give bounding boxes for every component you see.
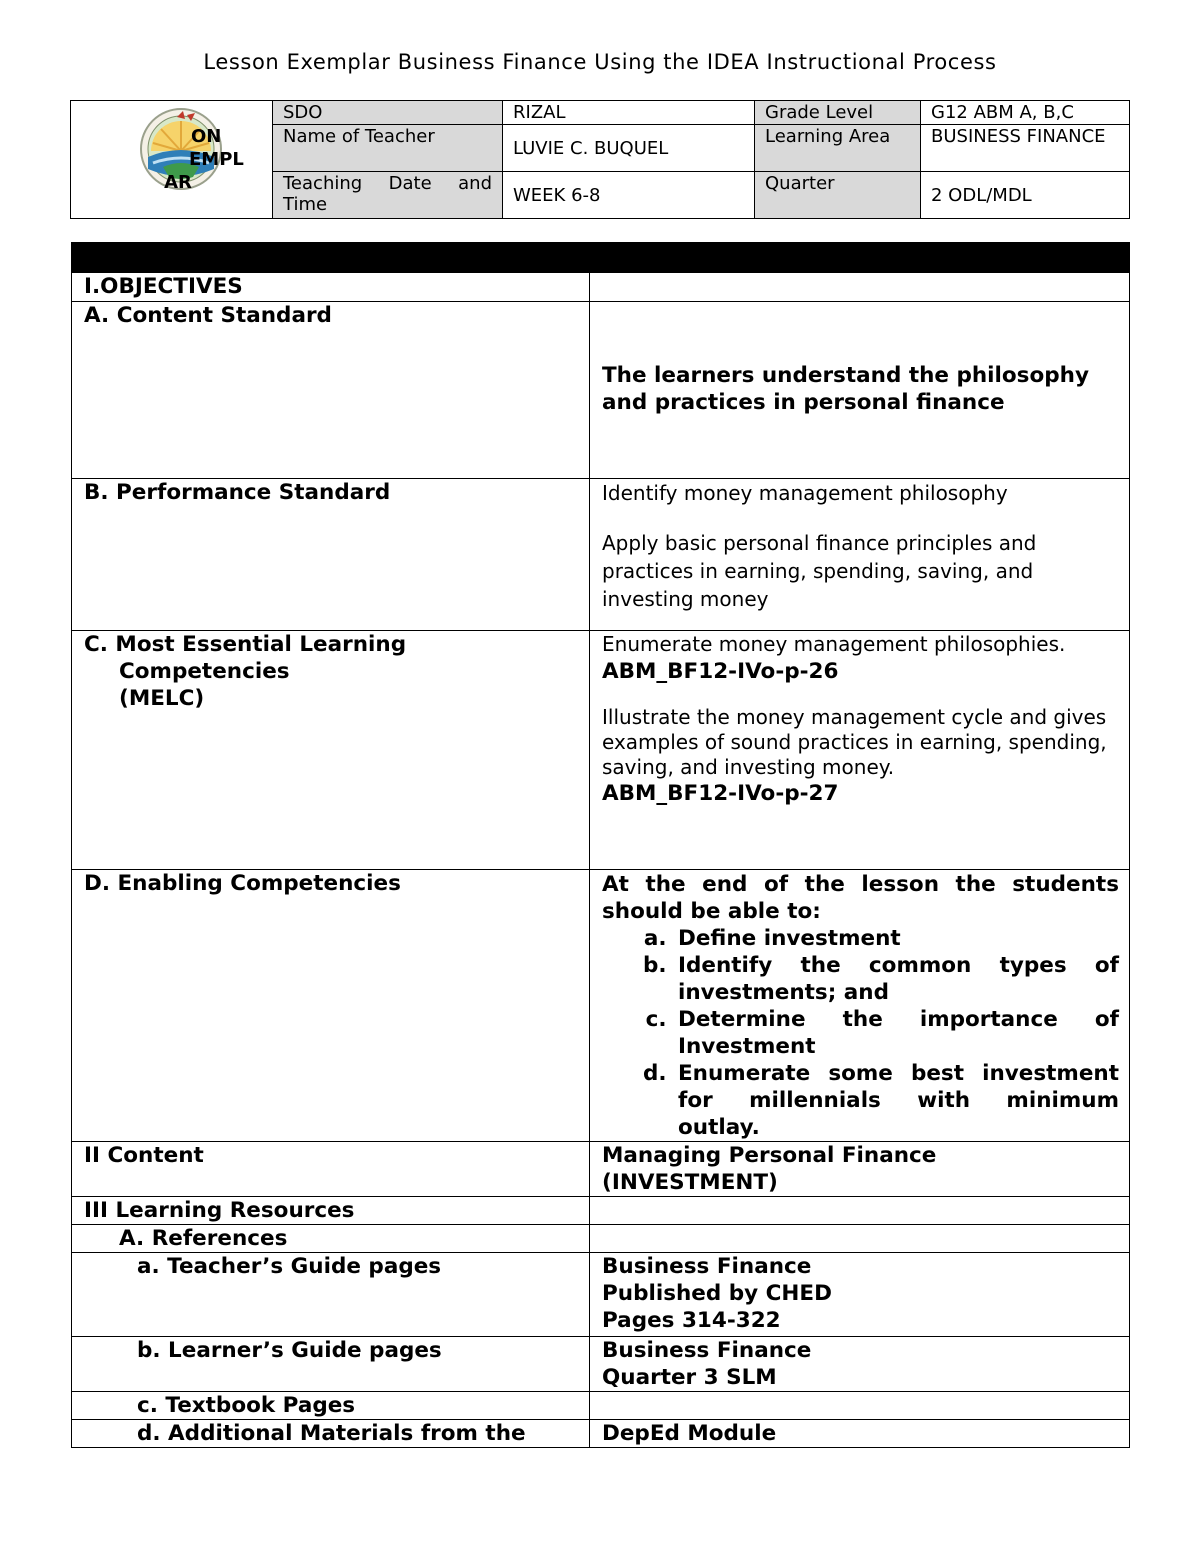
list-item: d. Enumerate some best investment for millennials with minimum outlay.: [674, 1060, 1119, 1141]
learners-guide-label: b. Learner’s Guide pages: [72, 1337, 590, 1392]
references-label: A. References: [72, 1225, 590, 1253]
learners-guide-line2: Quarter 3 SLM: [602, 1365, 777, 1390]
logo-text-line3: AR: [164, 172, 192, 193]
list-item: c. Determine the importance of Investment: [674, 1006, 1119, 1060]
enabling-list: [602, 925, 1119, 1141]
content-standard-cell: [590, 302, 1130, 479]
document-title: Lesson Exemplar Business Finance Using the IDEA Instructional Process: [203, 50, 997, 74]
performance-standard-label: B. Performance Standard: [72, 479, 590, 631]
grade-level-label: Grade Level: [755, 101, 921, 125]
performance-standard-line2: Apply basic personal finance principles and practices in earning, spending, saving, and investing money: [602, 531, 1037, 611]
teaching-date-value: WEEK 6-8: [503, 172, 755, 219]
learning-area-label: Learning Area: [755, 125, 921, 172]
enabling-intro: At the end of the lesson the students should be able to:: [602, 872, 1119, 924]
melc-item1: Enumerate money management philosophies.: [602, 632, 1066, 656]
table-row: [72, 870, 1130, 1142]
melc-cell: [590, 631, 1130, 870]
learners-guide-line1: Business Finance: [602, 1338, 812, 1363]
melc-label-line2: Competencies: [119, 659, 290, 684]
performance-standard-line1: Identify money management philosophy: [602, 481, 1008, 505]
table-row: [72, 1337, 1130, 1392]
quarter-value: 2 ODL/MDL: [921, 172, 1130, 219]
melc-code1: ABM_BF12-IVo-p-26: [602, 659, 839, 684]
table-row: [72, 273, 1130, 302]
melc-label-line3: (MELC): [119, 686, 205, 711]
logo-text-line1: ON: [191, 126, 222, 147]
table-row: [72, 1253, 1130, 1337]
teaching-date-label-text: Teaching Date and Time: [283, 173, 492, 215]
table-row: [72, 1392, 1130, 1420]
table-row: [72, 1197, 1130, 1225]
table-row: [72, 1420, 1130, 1448]
teachers-guide-line1: Business Finance: [602, 1254, 812, 1279]
quarter-label: Quarter: [755, 172, 921, 219]
performance-standard-cell: [590, 479, 1130, 631]
teacher-name-label: Name of Teacher: [273, 125, 503, 172]
table-row: [72, 1225, 1130, 1253]
header-table: [70, 100, 1130, 219]
melc-label-cell: [72, 631, 590, 870]
additional-materials-label: d. Additional Materials from the: [72, 1420, 590, 1448]
grade-level-value: G12 ABM A, B,C: [921, 101, 1130, 125]
teachers-guide-cell: [590, 1253, 1130, 1337]
content-standard-label: A. Content Standard: [72, 302, 590, 479]
teaching-date-label: [273, 172, 503, 219]
logo-text-line2: EMPL: [189, 149, 244, 170]
additional-materials-value: DepEd Module: [590, 1420, 1130, 1448]
teachers-guide-label: a. Teacher’s Guide pages: [72, 1253, 590, 1337]
lesson-plan-table: [71, 242, 1130, 1448]
table-row: [72, 631, 1130, 870]
textbook-value: [590, 1392, 1130, 1420]
sdo-value: RIZAL: [503, 101, 755, 125]
teacher-name-value: LUVIE C. BUQUEL: [503, 125, 755, 172]
list-item: b. Identify the common types of investments; and: [674, 952, 1119, 1006]
melc-code2: ABM_BF12-IVo-p-27: [602, 781, 839, 806]
learning-area-value: BUSINESS FINANCE: [921, 125, 1130, 172]
melc-label-line1: C. Most Essential Learning: [84, 632, 407, 657]
enabling-competencies-label: D. Enabling Competencies: [72, 870, 590, 1142]
learners-guide-cell: [590, 1337, 1130, 1392]
content-standard-text: The learners understand the philosophy and practices in personal finance: [602, 363, 1089, 415]
melc-item2: Illustrate the money management cycle and gives examples of sound practices in earning, spending, saving, and investing money.: [602, 705, 1107, 779]
logo-cell: [71, 101, 273, 219]
textbook-label: c. Textbook Pages: [72, 1392, 590, 1420]
enabling-competencies-cell: [590, 870, 1130, 1142]
teachers-guide-line3: Pages 314-322: [602, 1308, 781, 1333]
table-row: [72, 302, 1130, 479]
table-row: [72, 479, 1130, 631]
table-row: [72, 1142, 1130, 1197]
list-item: a. Define investment: [674, 925, 1119, 952]
objectives-heading: I.OBJECTIVES: [72, 273, 590, 302]
sdo-label: SDO: [273, 101, 503, 125]
content-label: II Content: [72, 1142, 590, 1197]
learning-resources-label: III Learning Resources: [72, 1197, 590, 1225]
table-header-bar: [72, 243, 1130, 273]
teachers-guide-line2: Published by CHED: [602, 1281, 832, 1306]
content-value: Managing Personal Finance (INVESTMENT): [590, 1142, 1130, 1197]
